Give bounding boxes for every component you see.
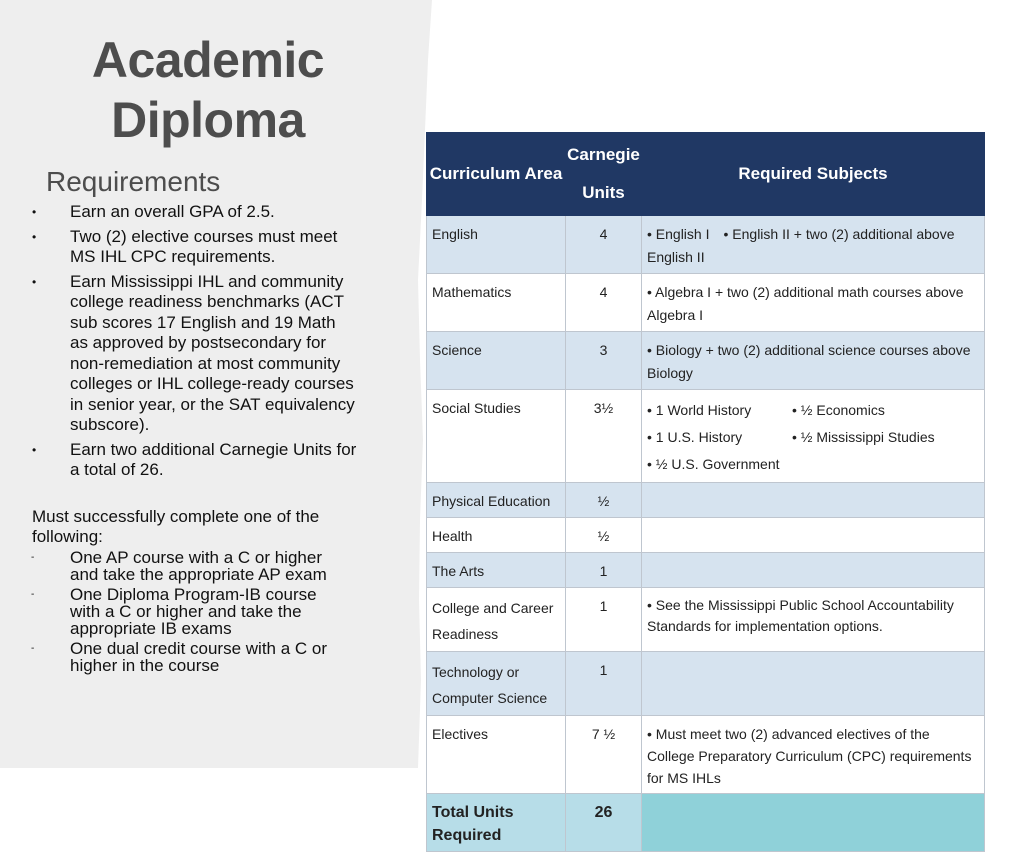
subject-text: • Algebra I + two (2) additional math courses above Algebra I	[647, 284, 964, 323]
option-item	[28, 549, 328, 583]
subjects-cell	[642, 553, 985, 588]
units-cell: 7 ½	[566, 716, 642, 794]
bullet-icon: •	[32, 229, 37, 244]
units-cell: 3½	[566, 390, 642, 483]
dash-icon: -	[31, 643, 35, 654]
table-row	[427, 553, 985, 588]
area-cell: Physical Education	[427, 483, 566, 518]
area-cell: English	[427, 216, 566, 274]
option-text: One AP course with a C or higher and take the appropriate AP exam	[70, 548, 327, 584]
area-cell: Social Studies	[427, 390, 566, 483]
subjects-cell	[642, 274, 985, 332]
bullet-icon: •	[32, 442, 37, 457]
header-required-subjects: Required Subjects	[642, 133, 985, 216]
subject-text: • ½ Economics	[792, 402, 885, 418]
table-row	[427, 716, 985, 794]
subjects-cell	[642, 588, 985, 652]
units-cell: 4	[566, 216, 642, 274]
requirement-text: Earn an overall GPA of 2.5.	[70, 202, 275, 221]
total-units: 26	[566, 794, 642, 852]
requirement-item	[28, 272, 358, 436]
subjects-cell	[642, 518, 985, 553]
subject-text: • 1 World History	[647, 402, 752, 418]
units-cell: ½	[566, 518, 642, 553]
units-cell: 1	[566, 652, 642, 716]
area-cell: College and Career Readiness	[427, 588, 566, 652]
header-curriculum-area: Curriculum Area	[427, 133, 566, 216]
curriculum-table	[426, 132, 985, 852]
table-header-row	[427, 133, 985, 216]
dash-icon: -	[31, 589, 35, 600]
area-cell: The Arts	[427, 553, 566, 588]
bullet-icon: •	[32, 205, 37, 219]
slide-title	[40, 30, 376, 150]
units-cell: 1	[566, 588, 642, 652]
subject-text: • See the Mississippi Public School Accountability Standards for implementation options.	[647, 597, 954, 634]
option-item	[28, 640, 328, 674]
units-cell: ½	[566, 483, 642, 518]
area-cell: Electives	[427, 716, 566, 794]
subjects-cell	[642, 390, 985, 483]
requirement-text: Earn Mississippi IHL and community college readiness benchmarks (ACT sub scores 17 English and 19 Math as approved by postsecondary for non-remediation at most community colleges or IHL college-ready courses in senior year, or the SAT equivalency subscore).	[70, 271, 355, 434]
subtitle: Requirements	[46, 166, 221, 197]
subject-text: • 1 U.S. History	[647, 429, 743, 445]
total-row	[427, 794, 985, 852]
option-text: One dual credit course with a C or higher in the course	[70, 639, 328, 675]
area-cell: Mathematics	[427, 274, 566, 332]
options-list	[28, 549, 328, 677]
title-line-2: Diploma	[111, 92, 305, 148]
total-subjects-cell	[642, 794, 985, 852]
table-row	[427, 390, 985, 483]
table-row	[427, 332, 985, 390]
area-cell: Science	[427, 332, 566, 390]
units-cell: 4	[566, 274, 642, 332]
subjects-cell	[642, 332, 985, 390]
subjects-cell	[642, 716, 985, 794]
title-line-1: Academic	[91, 32, 325, 88]
table-row	[427, 274, 985, 332]
table-row	[427, 588, 985, 652]
subject-text: • ½ Mississippi Studies	[792, 429, 935, 445]
area-cell: Health	[427, 518, 566, 553]
requirement-text: Earn two additional Carnegie Units for a total of 26.	[70, 439, 357, 479]
table-row	[427, 216, 985, 274]
bullet-icon: •	[32, 274, 37, 289]
requirement-item	[28, 440, 358, 481]
option-text: One Diploma Program-IB course with a C or higher and take the appropriate IB exams	[70, 585, 317, 638]
area-cell: Technology or Computer Science	[427, 652, 566, 716]
requirement-text: Two (2) elective courses must meet MS IHL CPC requirements.	[70, 226, 338, 266]
requirement-item	[28, 202, 358, 223]
dash-icon: -	[31, 552, 35, 563]
subjects-cell	[642, 652, 985, 716]
units-cell: 1	[566, 553, 642, 588]
subject-text: • Biology + two (2) additional science courses above Biology	[647, 342, 971, 381]
table-row	[427, 483, 985, 518]
must-complete-text: Must successfully complete one of the following:	[32, 507, 320, 546]
table-row	[427, 652, 985, 716]
option-item	[28, 586, 328, 637]
subject-text: • English I	[647, 226, 710, 242]
total-label: Total Units Required	[427, 794, 566, 852]
header-carnegie-units: Carnegie Units	[566, 133, 642, 216]
units-cell: 3	[566, 332, 642, 390]
table-row	[427, 518, 985, 553]
subject-text: • Must meet two (2) advanced electives of the College Preparatory Curriculum (CPC) requirements for MS IHLs	[647, 726, 972, 786]
subject-text: • English II + two (2) additional above English II	[647, 226, 955, 265]
requirements-list	[28, 202, 358, 485]
subjects-cell	[642, 216, 985, 274]
subjects-cell	[642, 483, 985, 518]
requirement-item	[28, 227, 358, 268]
subject-text: • ½ U.S. Government	[647, 456, 780, 472]
